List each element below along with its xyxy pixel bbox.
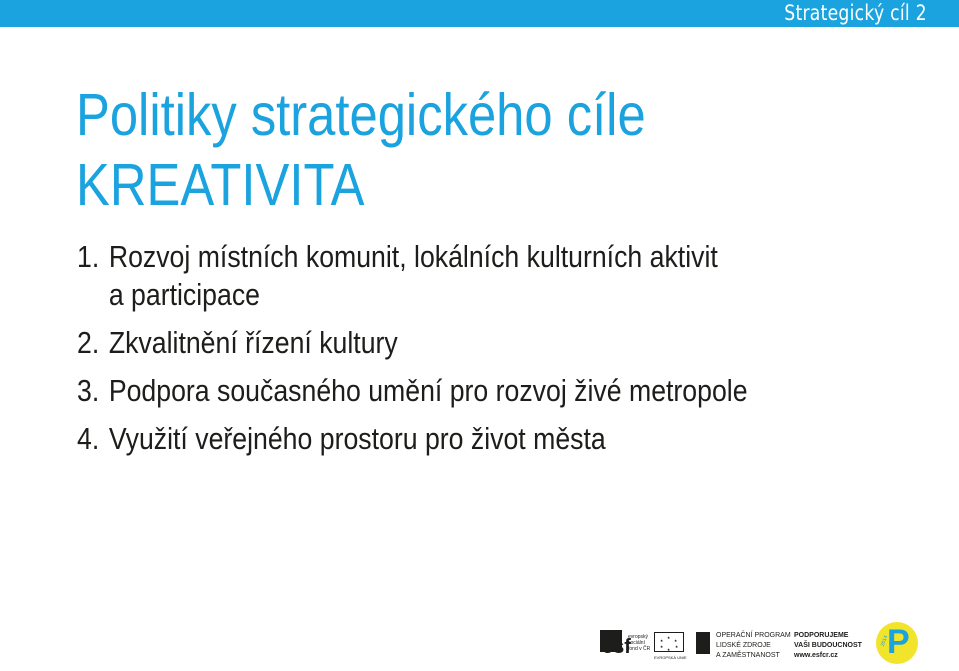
- esf-caption-3: fond v ČR: [628, 646, 651, 652]
- support-line-3: www.esfcr.cz: [794, 652, 838, 659]
- list-item-number: 1.: [77, 239, 100, 274]
- list-item-number: 2.: [77, 325, 100, 360]
- list-item-text: Rozvoj místních komunit, lokálních kulturních aktivit: [108, 239, 718, 274]
- list-item-text: Využití veřejného prostoru pro život města: [108, 421, 606, 456]
- eu-flag-icon: ★ ★ ★ ★ ★ ★: [654, 632, 684, 652]
- list-item-number: 3.: [77, 373, 100, 408]
- op-program-icon: [696, 632, 710, 654]
- list-item-number: 4.: [77, 421, 100, 456]
- support-line-1: PODPORUJEME: [794, 632, 849, 639]
- list-item: [77, 420, 748, 458]
- op-line-2: LIDSKÉ ZDROJE: [716, 642, 771, 649]
- op-line-3: A ZAMĚSTNANOST: [716, 652, 780, 659]
- section-label: Strategický cíl 2: [784, 1, 927, 25]
- list-item-text: Podpora současného umění pro rozvoj živé metropole: [108, 373, 748, 408]
- esf-caption-2: sociální: [628, 640, 645, 646]
- prague-badge-icon: P 2014: [876, 622, 918, 664]
- esf-caption-1: evropský: [628, 634, 649, 640]
- list-item-text: Zkvalitnění řízení kultury: [108, 325, 398, 360]
- eu-caption: EVROPSKÁ UNIE: [654, 655, 687, 660]
- list-item-text-continued: a participace: [108, 277, 260, 312]
- page-title-line2: KREATIVITA: [76, 152, 365, 218]
- list-item: [77, 238, 748, 314]
- policy-list: [77, 238, 748, 458]
- support-line-2: VAŠI BUDOUCNOST: [794, 642, 862, 649]
- esf-logo-icon: esf: [600, 630, 648, 660]
- footer-logos: [596, 620, 926, 664]
- list-item: [77, 372, 748, 410]
- header-bar: [0, 0, 959, 27]
- op-line-1: OPERAČNÍ PROGRAM: [716, 632, 791, 639]
- page-title-line1: Politiky strategického cíle: [76, 82, 646, 148]
- list-item: [77, 324, 748, 362]
- page-title: [76, 80, 646, 220]
